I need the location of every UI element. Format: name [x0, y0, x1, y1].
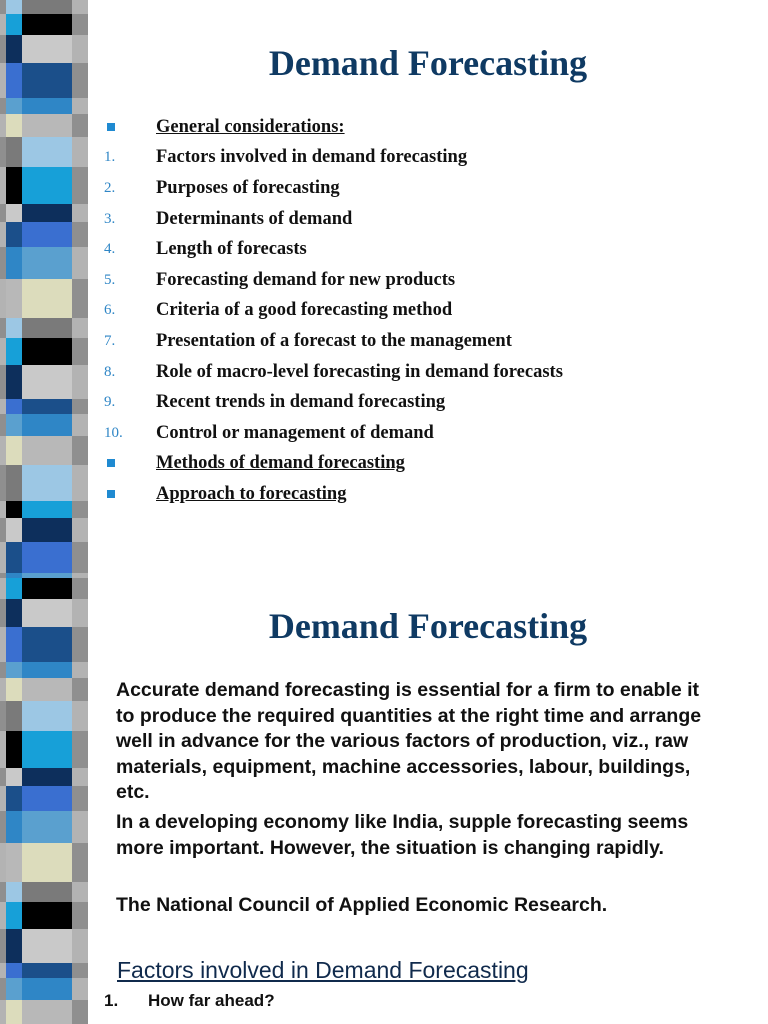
- stripe-block: [72, 627, 88, 662]
- stripe-block: [6, 678, 22, 701]
- section-subheading: Factors involved in Demand Forecasting: [117, 957, 529, 983]
- stripe-block: [72, 1000, 88, 1024]
- stripe-block: [72, 465, 88, 501]
- stripe-block: [72, 222, 88, 247]
- stripe-block: [22, 929, 72, 963]
- stripe-block: [6, 365, 22, 399]
- stripe-block: [72, 811, 88, 843]
- stripe-block: [6, 137, 22, 167]
- list-number: 7.: [104, 332, 116, 349]
- stripe-block: [72, 678, 88, 701]
- stripe-block: [22, 414, 72, 436]
- stripe-column: [6, 578, 22, 1024]
- question-text: How far ahead?: [148, 991, 275, 1010]
- stripe-block: [6, 63, 22, 98]
- slide-title: Demand Forecasting: [268, 43, 588, 83]
- list-item-text: Factors involved in demand forecasting: [156, 147, 468, 168]
- square-bullet-icon: [104, 455, 156, 472]
- stripe-block: [22, 882, 72, 902]
- stripe-block: [6, 501, 22, 518]
- stripe-block: [6, 436, 22, 465]
- stripe-block: [22, 518, 72, 542]
- topic-list: [104, 112, 563, 510]
- paragraph: In a developing economy like India, supple forecasting seems more important. However, the situation is changing rapidly.: [116, 811, 689, 859]
- stripe-block: [22, 811, 72, 843]
- slide-2: [0, 578, 768, 1024]
- list-item: [104, 143, 563, 174]
- stripe-block: [72, 98, 88, 114]
- stripe-column: [22, 578, 72, 1024]
- list-item: [104, 204, 563, 235]
- list-number: 5.: [104, 271, 116, 288]
- stripe-block: [6, 599, 22, 627]
- list-item: [104, 449, 563, 480]
- list-item-text: Length of forecasts: [156, 239, 307, 260]
- stripe-block: [6, 627, 22, 662]
- stripe-block: [6, 204, 22, 222]
- stripe-block: [72, 501, 88, 518]
- stripe-block: [72, 542, 88, 573]
- stripe-block: [6, 318, 22, 338]
- stripe-block: [72, 882, 88, 902]
- stripe-block: [22, 204, 72, 222]
- stripe-block: [72, 414, 88, 436]
- stripe-block: [72, 843, 88, 882]
- stripe-block: [72, 963, 88, 978]
- stripe-block: [6, 542, 22, 573]
- stripe-column: [6, 0, 22, 578]
- stripe-block: [6, 518, 22, 542]
- stripe-block: [22, 678, 72, 701]
- stripe-block: [22, 14, 72, 35]
- stripe-block: [6, 811, 22, 843]
- stripe-block: [22, 399, 72, 414]
- square-bullet-icon: [107, 459, 115, 467]
- stripe-block: [6, 786, 22, 811]
- stripe-block: [72, 768, 88, 786]
- list-item: [104, 265, 563, 296]
- list-number: 4.: [104, 241, 116, 258]
- stripe-block: [22, 978, 72, 1000]
- question-item: [104, 991, 275, 1011]
- stripe-column: [72, 0, 88, 578]
- stripe-block: [72, 731, 88, 768]
- stripe-block: [6, 902, 22, 929]
- stripe-block: [22, 279, 72, 318]
- stripe-block: [6, 843, 22, 882]
- list-number: 3.: [104, 210, 116, 227]
- stripe-block: [72, 0, 88, 14]
- stripe-block: [72, 436, 88, 465]
- stripe-block: [72, 662, 88, 678]
- stripe-block: [72, 338, 88, 365]
- list-item-text: Forecasting demand for new products: [156, 269, 456, 290]
- stripe-block: [6, 279, 22, 318]
- list-item-text: Recent trends in demand forecasting: [156, 392, 446, 413]
- stripe-block: [22, 63, 72, 98]
- stripe-block: [22, 137, 72, 167]
- list-number: 10.: [104, 424, 123, 441]
- stripe-block: [22, 98, 72, 114]
- slide-title: Demand Forecasting: [268, 606, 588, 646]
- stripe-block: [72, 701, 88, 731]
- stripe-column: [22, 0, 72, 578]
- list-item-text: Role of macro-level forecasting in demand forecasts: [156, 361, 563, 382]
- square-bullet-icon: [104, 119, 156, 136]
- list-item: [104, 296, 563, 327]
- list-number: 6.: [104, 302, 116, 319]
- stripe-block: [22, 599, 72, 627]
- list-item-text: Control or management of demand: [156, 422, 434, 443]
- list-item-text: General considerations:: [156, 116, 345, 137]
- stripe-block: [22, 701, 72, 731]
- stripe-block: [72, 929, 88, 963]
- stripe-block: [22, 436, 72, 465]
- square-bullet-icon: [107, 123, 115, 131]
- stripe-block: [22, 167, 72, 204]
- list-item: [104, 112, 563, 143]
- stripe-block: [6, 98, 22, 114]
- stripe-block: [72, 399, 88, 414]
- stripe-block: [6, 114, 22, 137]
- stripe-block: [6, 465, 22, 501]
- list-item: [104, 387, 563, 418]
- stripe-block: [72, 137, 88, 167]
- list-item-text: Criteria of a good forecasting method: [156, 300, 453, 321]
- stripe-block: [72, 167, 88, 204]
- square-bullet-icon: [104, 486, 156, 503]
- stripe-block: [6, 701, 22, 731]
- stripe-block: [22, 731, 72, 768]
- stripe-block: [22, 0, 72, 14]
- decorative-stripe: [0, 0, 88, 578]
- stripe-block: [22, 843, 72, 882]
- stripe-block: [22, 318, 72, 338]
- stripe-block: [6, 963, 22, 978]
- stripe-block: [72, 578, 88, 599]
- list-item: [104, 357, 563, 388]
- stripe-block: [72, 247, 88, 279]
- stripe-block: [6, 768, 22, 786]
- stripe-block: [6, 882, 22, 902]
- stripe-block: [72, 786, 88, 811]
- list-item: [104, 173, 563, 204]
- stripe-block: [22, 542, 72, 573]
- stripe-block: [6, 399, 22, 414]
- stripe-block: [6, 929, 22, 963]
- stripe-block: [6, 35, 22, 63]
- stripe-block: [6, 414, 22, 436]
- paragraph: The National Council of Applied Economic Research.: [116, 894, 608, 916]
- stripe-block: [6, 731, 22, 768]
- stripe-block: [72, 599, 88, 627]
- stripe-block: [6, 338, 22, 365]
- stripe-block: [22, 465, 72, 501]
- list-item-text: Presentation of a forecast to the management: [156, 330, 512, 351]
- list-item: [104, 479, 563, 510]
- stripe-block: [72, 114, 88, 137]
- list-item: [104, 418, 563, 449]
- stripe-block: [72, 978, 88, 1000]
- stripe-block: [6, 167, 22, 204]
- stripe-block: [6, 662, 22, 678]
- list-item: [104, 326, 563, 357]
- square-bullet-icon: [107, 490, 115, 498]
- list-item-text: Determinants of demand: [156, 208, 353, 229]
- list-number: 8.: [104, 363, 116, 380]
- stripe-block: [72, 518, 88, 542]
- stripe-block: [22, 902, 72, 929]
- stripe-block: [6, 14, 22, 35]
- decorative-stripe: [0, 578, 88, 1024]
- stripe-block: [22, 247, 72, 279]
- stripe-block: [72, 204, 88, 222]
- stripe-block: [22, 768, 72, 786]
- paragraph: Accurate demand forecasting is essential for a firm to enable it to produce the required quantities at the right time and arrange well in advance for the various factors of production, viz., raw materials, equipment, machine accessories, labour, buildings, etc.: [116, 679, 702, 803]
- list-number: 9.: [104, 394, 116, 411]
- stripe-block: [72, 14, 88, 35]
- stripe-block: [72, 902, 88, 929]
- stripe-block: [72, 318, 88, 338]
- stripe-block: [6, 222, 22, 247]
- stripe-block: [22, 338, 72, 365]
- question-number: 1.: [104, 991, 119, 1010]
- list-number: 1.: [104, 149, 116, 166]
- stripe-block: [22, 222, 72, 247]
- stripe-block: [22, 662, 72, 678]
- list-number: 2.: [104, 179, 116, 196]
- list-item-text: Approach to forecasting: [156, 483, 347, 504]
- stripe-block: [72, 279, 88, 318]
- stripe-block: [72, 365, 88, 399]
- stripe-block: [22, 35, 72, 63]
- stripe-block: [22, 578, 72, 599]
- stripe-block: [6, 0, 22, 14]
- stripe-block: [72, 63, 88, 98]
- stripe-block: [6, 247, 22, 279]
- stripe-block: [22, 114, 72, 137]
- stripe-block: [22, 365, 72, 399]
- list-item: [104, 234, 563, 265]
- list-item-text: Purposes of forecasting: [156, 177, 340, 198]
- stripe-block: [6, 1000, 22, 1024]
- stripe-block: [72, 35, 88, 63]
- stripe-column: [72, 578, 88, 1024]
- stripe-block: [6, 578, 22, 599]
- stripe-block: [22, 501, 72, 518]
- list-item-text: Methods of demand forecasting: [156, 453, 405, 474]
- stripe-block: [22, 1000, 72, 1024]
- stripe-block: [22, 786, 72, 811]
- stripe-block: [22, 963, 72, 978]
- stripe-block: [6, 978, 22, 1000]
- stripe-block: [22, 627, 72, 662]
